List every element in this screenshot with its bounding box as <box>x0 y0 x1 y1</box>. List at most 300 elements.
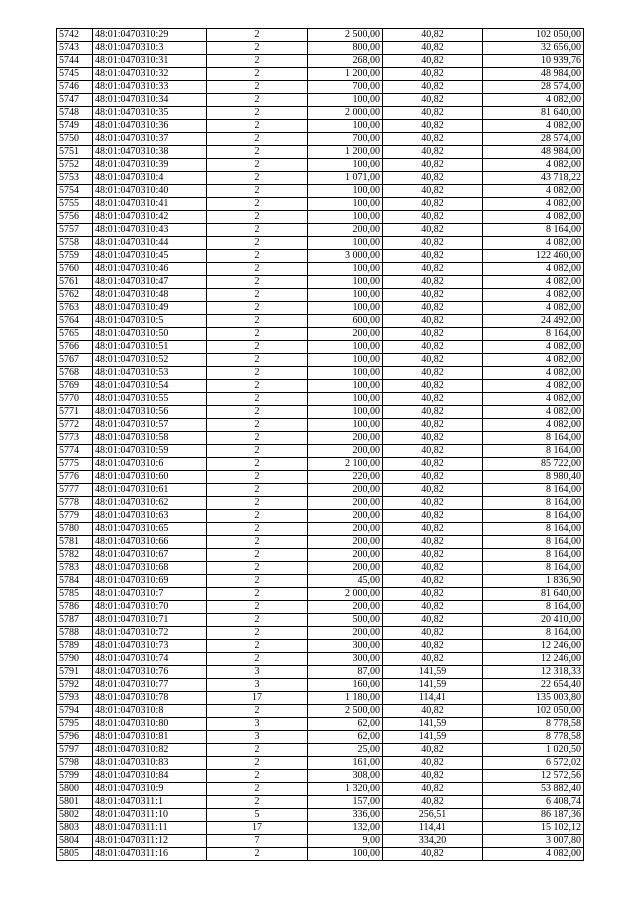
rate-cell: 40,82 <box>383 627 483 640</box>
value-cell: 85 722,00 <box>483 458 584 471</box>
area-cell: 268,00 <box>308 55 383 68</box>
rate-cell: 40,82 <box>383 432 483 445</box>
cadastral-number-cell: 48:01:0470310:67 <box>93 549 207 562</box>
row-number-cell: 5781 <box>57 536 93 549</box>
table-row <box>57 458 584 471</box>
value-cell: 135 003,80 <box>483 692 584 705</box>
value-cell: 4 082,00 <box>483 302 584 315</box>
area-cell: 3 000,00 <box>308 250 383 263</box>
cadastral-number-cell: 48:01:0470310:62 <box>93 497 207 510</box>
rate-cell: 40,82 <box>383 68 483 81</box>
category-cell: 2 <box>207 367 308 380</box>
cadastral-number-cell: 48:01:0470310:3 <box>93 42 207 55</box>
table-row <box>57 432 584 445</box>
cadastral-number-cell: 48:01:0470310:84 <box>93 770 207 783</box>
table-row <box>57 640 584 653</box>
row-number-cell: 5744 <box>57 55 93 68</box>
row-number-cell: 5787 <box>57 614 93 627</box>
cadastral-number-cell: 48:01:0470310:56 <box>93 406 207 419</box>
category-cell: 2 <box>207 302 308 315</box>
category-cell: 2 <box>207 42 308 55</box>
cadastral-number-cell: 48:01:0470310:70 <box>93 601 207 614</box>
table-row <box>57 94 584 107</box>
area-cell: 100,00 <box>308 367 383 380</box>
rate-cell: 40,82 <box>383 302 483 315</box>
table-row <box>57 29 584 42</box>
category-cell: 2 <box>207 393 308 406</box>
table-row <box>57 497 584 510</box>
value-cell: 8 164,00 <box>483 549 584 562</box>
category-cell: 2 <box>207 68 308 81</box>
category-cell: 3 <box>207 718 308 731</box>
rate-cell: 40,82 <box>383 81 483 94</box>
value-cell: 12 572,56 <box>483 770 584 783</box>
category-cell: 2 <box>207 289 308 302</box>
table-row <box>57 263 584 276</box>
category-cell: 2 <box>207 445 308 458</box>
value-cell: 4 082,00 <box>483 380 584 393</box>
table-row <box>57 133 584 146</box>
table-row <box>57 107 584 120</box>
rate-cell: 40,82 <box>383 562 483 575</box>
rate-cell: 40,82 <box>383 146 483 159</box>
value-cell: 4 082,00 <box>483 393 584 406</box>
cadastral-number-cell: 48:01:0470310:74 <box>93 653 207 666</box>
cadastral-number-cell: 48:01:0470310:36 <box>93 120 207 133</box>
area-cell: 100,00 <box>308 848 383 861</box>
rate-cell: 141,59 <box>383 731 483 744</box>
category-cell: 2 <box>207 328 308 341</box>
value-cell: 4 082,00 <box>483 367 584 380</box>
category-cell: 2 <box>207 471 308 484</box>
table-row <box>57 705 584 718</box>
row-number-cell: 5779 <box>57 510 93 523</box>
value-cell: 48 984,00 <box>483 146 584 159</box>
row-number-cell: 5804 <box>57 835 93 848</box>
cadastral-number-cell: 48:01:0470310:42 <box>93 211 207 224</box>
area-cell: 200,00 <box>308 510 383 523</box>
category-cell: 2 <box>207 81 308 94</box>
value-cell: 8 164,00 <box>483 432 584 445</box>
category-cell: 2 <box>207 341 308 354</box>
category-cell: 2 <box>207 536 308 549</box>
row-number-cell: 5805 <box>57 848 93 861</box>
value-cell: 4 082,00 <box>483 848 584 861</box>
row-number-cell: 5743 <box>57 42 93 55</box>
table-row <box>57 627 584 640</box>
row-number-cell: 5791 <box>57 666 93 679</box>
cadastral-number-cell: 48:01:0470310:55 <box>93 393 207 406</box>
row-number-cell: 5798 <box>57 757 93 770</box>
rate-cell: 40,82 <box>383 484 483 497</box>
rate-cell: 40,82 <box>383 159 483 172</box>
category-cell: 3 <box>207 731 308 744</box>
category-cell: 2 <box>207 354 308 367</box>
category-cell: 17 <box>207 822 308 835</box>
row-number-cell: 5756 <box>57 211 93 224</box>
row-number-cell: 5765 <box>57 328 93 341</box>
category-cell: 2 <box>207 250 308 263</box>
table-row <box>57 367 584 380</box>
cadastral-number-cell: 48:01:0470310:53 <box>93 367 207 380</box>
row-number-cell: 5797 <box>57 744 93 757</box>
row-number-cell: 5752 <box>57 159 93 172</box>
area-cell: 100,00 <box>308 237 383 250</box>
rate-cell: 114,41 <box>383 692 483 705</box>
table-row <box>57 666 584 679</box>
rate-cell: 40,82 <box>383 367 483 380</box>
row-number-cell: 5745 <box>57 68 93 81</box>
cadastral-number-cell: 48:01:0470310:54 <box>93 380 207 393</box>
rate-cell: 40,82 <box>383 328 483 341</box>
cadastral-number-cell: 48:01:0470310:72 <box>93 627 207 640</box>
rate-cell: 40,82 <box>383 757 483 770</box>
table-row <box>57 718 584 731</box>
row-number-cell: 5746 <box>57 81 93 94</box>
row-number-cell: 5799 <box>57 770 93 783</box>
area-cell: 9,00 <box>308 835 383 848</box>
value-cell: 1 020,50 <box>483 744 584 757</box>
area-cell: 2 500,00 <box>308 705 383 718</box>
cadastral-number-cell: 48:01:0470310:52 <box>93 354 207 367</box>
cadastral-number-cell: 48:01:0470310:80 <box>93 718 207 731</box>
row-number-cell: 5802 <box>57 809 93 822</box>
area-cell: 200,00 <box>308 224 383 237</box>
table-row <box>57 315 584 328</box>
rate-cell: 40,82 <box>383 198 483 211</box>
row-number-cell: 5794 <box>57 705 93 718</box>
rate-cell: 114,41 <box>383 822 483 835</box>
area-cell: 200,00 <box>308 484 383 497</box>
row-number-cell: 5772 <box>57 419 93 432</box>
area-cell: 100,00 <box>308 211 383 224</box>
value-cell: 10 939,76 <box>483 55 584 68</box>
table-row <box>57 276 584 289</box>
cadastral-number-cell: 48:01:0470310:51 <box>93 341 207 354</box>
table-row <box>57 783 584 796</box>
value-cell: 4 082,00 <box>483 406 584 419</box>
area-cell: 2 000,00 <box>308 107 383 120</box>
category-cell: 2 <box>207 159 308 172</box>
cadastral-number-cell: 48:01:0470310:6 <box>93 458 207 471</box>
value-cell: 102 050,00 <box>483 705 584 718</box>
table-row <box>57 211 584 224</box>
value-cell: 81 640,00 <box>483 107 584 120</box>
value-cell: 8 778,58 <box>483 718 584 731</box>
area-cell: 200,00 <box>308 497 383 510</box>
value-cell: 4 082,00 <box>483 94 584 107</box>
category-cell: 2 <box>207 705 308 718</box>
cadastral-number-cell: 48:01:0470310:82 <box>93 744 207 757</box>
area-cell: 100,00 <box>308 159 383 172</box>
category-cell: 2 <box>207 588 308 601</box>
row-number-cell: 5801 <box>57 796 93 809</box>
cadastral-number-cell: 48:01:0470310:61 <box>93 484 207 497</box>
value-cell: 15 102,12 <box>483 822 584 835</box>
cadastral-number-cell: 48:01:0470310:32 <box>93 68 207 81</box>
row-number-cell: 5789 <box>57 640 93 653</box>
row-number-cell: 5785 <box>57 588 93 601</box>
rate-cell: 40,82 <box>383 536 483 549</box>
category-cell: 2 <box>207 653 308 666</box>
area-cell: 100,00 <box>308 419 383 432</box>
category-cell: 2 <box>207 224 308 237</box>
rate-cell: 40,82 <box>383 796 483 809</box>
table-row <box>57 237 584 250</box>
value-cell: 20 410,00 <box>483 614 584 627</box>
cadastral-number-cell: 48:01:0470310:37 <box>93 133 207 146</box>
table-row <box>57 250 584 263</box>
value-cell: 8 164,00 <box>483 627 584 640</box>
rate-cell: 40,82 <box>383 783 483 796</box>
value-cell: 6 408,74 <box>483 796 584 809</box>
category-cell: 2 <box>207 770 308 783</box>
category-cell: 2 <box>207 198 308 211</box>
rate-cell: 141,59 <box>383 679 483 692</box>
value-cell: 8 164,00 <box>483 484 584 497</box>
table-row <box>57 341 584 354</box>
table-row <box>57 68 584 81</box>
cadastral-number-cell: 48:01:0470310:41 <box>93 198 207 211</box>
row-number-cell: 5778 <box>57 497 93 510</box>
area-cell: 160,00 <box>308 679 383 692</box>
table-row <box>57 653 584 666</box>
value-cell: 8 164,00 <box>483 536 584 549</box>
cadastral-number-cell: 48:01:0470310:47 <box>93 276 207 289</box>
area-cell: 157,00 <box>308 796 383 809</box>
rate-cell: 40,82 <box>383 172 483 185</box>
category-cell: 2 <box>207 614 308 627</box>
area-cell: 100,00 <box>308 94 383 107</box>
value-cell: 8 164,00 <box>483 497 584 510</box>
row-number-cell: 5803 <box>57 822 93 835</box>
value-cell: 8 164,00 <box>483 328 584 341</box>
value-cell: 4 082,00 <box>483 237 584 250</box>
cadastral-number-cell: 48:01:0470311:12 <box>93 835 207 848</box>
table-row <box>57 302 584 315</box>
category-cell: 2 <box>207 432 308 445</box>
rate-cell: 40,82 <box>383 497 483 510</box>
category-cell: 17 <box>207 692 308 705</box>
cadastral-number-cell: 48:01:0470310:33 <box>93 81 207 94</box>
value-cell: 4 082,00 <box>483 289 584 302</box>
rate-cell: 141,59 <box>383 666 483 679</box>
value-cell: 8 164,00 <box>483 562 584 575</box>
cadastral-number-cell: 48:01:0470310:29 <box>93 29 207 42</box>
area-cell: 100,00 <box>308 185 383 198</box>
table-row <box>57 770 584 783</box>
area-cell: 100,00 <box>308 393 383 406</box>
table-row <box>57 172 584 185</box>
row-number-cell: 5786 <box>57 601 93 614</box>
value-cell: 28 574,00 <box>483 81 584 94</box>
cadastral-number-cell: 48:01:0470310:77 <box>93 679 207 692</box>
rate-cell: 334,20 <box>383 835 483 848</box>
row-number-cell: 5800 <box>57 783 93 796</box>
area-cell: 200,00 <box>308 549 383 562</box>
cadastral-number-cell: 48:01:0470310:5 <box>93 315 207 328</box>
row-number-cell: 5767 <box>57 354 93 367</box>
value-cell: 1 836,90 <box>483 575 584 588</box>
rate-cell: 40,82 <box>383 510 483 523</box>
area-cell: 200,00 <box>308 562 383 575</box>
category-cell: 2 <box>207 146 308 159</box>
table-row <box>57 575 584 588</box>
area-cell: 100,00 <box>308 406 383 419</box>
rate-cell: 40,82 <box>383 55 483 68</box>
area-cell: 200,00 <box>308 432 383 445</box>
value-cell: 6 572,02 <box>483 757 584 770</box>
rate-cell: 40,82 <box>383 458 483 471</box>
rate-cell: 40,82 <box>383 588 483 601</box>
table-row <box>57 354 584 367</box>
category-cell: 2 <box>207 120 308 133</box>
value-cell: 12 318,33 <box>483 666 584 679</box>
area-cell: 200,00 <box>308 536 383 549</box>
rate-cell: 40,82 <box>383 380 483 393</box>
table-row <box>57 757 584 770</box>
area-cell: 600,00 <box>308 315 383 328</box>
area-cell: 100,00 <box>308 302 383 315</box>
table-row <box>57 328 584 341</box>
row-number-cell: 5769 <box>57 380 93 393</box>
rate-cell: 40,82 <box>383 848 483 861</box>
table-row <box>57 445 584 458</box>
row-number-cell: 5759 <box>57 250 93 263</box>
rate-cell: 40,82 <box>383 185 483 198</box>
rate-cell: 40,82 <box>383 29 483 42</box>
table-row <box>57 289 584 302</box>
rate-cell: 40,82 <box>383 211 483 224</box>
value-cell: 4 082,00 <box>483 263 584 276</box>
cadastral-number-cell: 48:01:0470310:69 <box>93 575 207 588</box>
value-cell: 4 082,00 <box>483 276 584 289</box>
cadastral-number-cell: 48:01:0470310:57 <box>93 419 207 432</box>
table-row <box>57 536 584 549</box>
rate-cell: 40,82 <box>383 523 483 536</box>
row-number-cell: 5750 <box>57 133 93 146</box>
cadastral-number-cell: 48:01:0470310:34 <box>93 94 207 107</box>
area-cell: 2 000,00 <box>308 588 383 601</box>
category-cell: 2 <box>207 94 308 107</box>
cadastral-number-cell: 48:01:0470311:10 <box>93 809 207 822</box>
value-cell: 4 082,00 <box>483 159 584 172</box>
cadastral-number-cell: 48:01:0470310:45 <box>93 250 207 263</box>
category-cell: 2 <box>207 29 308 42</box>
cadastral-number-cell: 48:01:0470310:38 <box>93 146 207 159</box>
rate-cell: 40,82 <box>383 549 483 562</box>
rate-cell: 256,51 <box>383 809 483 822</box>
rate-cell: 40,82 <box>383 614 483 627</box>
table-row <box>57 744 584 757</box>
cadastral-number-cell: 48:01:0470311:11 <box>93 822 207 835</box>
table-row <box>57 809 584 822</box>
cadastral-number-cell: 48:01:0470310:39 <box>93 159 207 172</box>
value-cell: 8 164,00 <box>483 523 584 536</box>
area-cell: 700,00 <box>308 81 383 94</box>
cadastral-number-cell: 48:01:0470310:60 <box>93 471 207 484</box>
cadastral-number-cell: 48:01:0470310:59 <box>93 445 207 458</box>
category-cell: 2 <box>207 185 308 198</box>
value-cell: 4 082,00 <box>483 354 584 367</box>
table-row <box>57 523 584 536</box>
row-number-cell: 5780 <box>57 523 93 536</box>
rate-cell: 40,82 <box>383 575 483 588</box>
row-number-cell: 5775 <box>57 458 93 471</box>
row-number-cell: 5770 <box>57 393 93 406</box>
table-row <box>57 185 584 198</box>
category-cell: 2 <box>207 133 308 146</box>
area-cell: 100,00 <box>308 198 383 211</box>
table-row <box>57 42 584 55</box>
cadastral-number-cell: 48:01:0470310:48 <box>93 289 207 302</box>
row-number-cell: 5751 <box>57 146 93 159</box>
cadastral-number-cell: 48:01:0470310:68 <box>93 562 207 575</box>
area-cell: 200,00 <box>308 328 383 341</box>
category-cell: 2 <box>207 315 308 328</box>
table-row <box>57 822 584 835</box>
rate-cell: 40,82 <box>383 601 483 614</box>
table-row <box>57 198 584 211</box>
cadastral-number-cell: 48:01:0470310:9 <box>93 783 207 796</box>
area-cell: 800,00 <box>308 42 383 55</box>
table-row <box>57 419 584 432</box>
row-number-cell: 5783 <box>57 562 93 575</box>
table-row <box>57 159 584 172</box>
rate-cell: 40,82 <box>383 250 483 263</box>
value-cell: 12 246,00 <box>483 653 584 666</box>
row-number-cell: 5761 <box>57 276 93 289</box>
value-cell: 4 082,00 <box>483 185 584 198</box>
rate-cell: 40,82 <box>383 263 483 276</box>
category-cell: 2 <box>207 263 308 276</box>
table-row <box>57 796 584 809</box>
value-cell: 12 246,00 <box>483 640 584 653</box>
value-cell: 102 050,00 <box>483 29 584 42</box>
value-cell: 8 164,00 <box>483 445 584 458</box>
category-cell: 2 <box>207 276 308 289</box>
category-cell: 2 <box>207 575 308 588</box>
row-number-cell: 5755 <box>57 198 93 211</box>
area-cell: 2 100,00 <box>308 458 383 471</box>
cadastral-number-cell: 48:01:0470310:43 <box>93 224 207 237</box>
area-cell: 100,00 <box>308 276 383 289</box>
category-cell: 2 <box>207 419 308 432</box>
row-number-cell: 5748 <box>57 107 93 120</box>
category-cell: 2 <box>207 107 308 120</box>
category-cell: 2 <box>207 211 308 224</box>
area-cell: 62,00 <box>308 731 383 744</box>
area-cell: 2 500,00 <box>308 29 383 42</box>
value-cell: 4 082,00 <box>483 211 584 224</box>
value-cell: 24 492,00 <box>483 315 584 328</box>
category-cell: 2 <box>207 497 308 510</box>
area-cell: 100,00 <box>308 120 383 133</box>
table-row <box>57 471 584 484</box>
data-table <box>56 28 584 861</box>
area-cell: 1 320,00 <box>308 783 383 796</box>
area-cell: 161,00 <box>308 757 383 770</box>
area-cell: 100,00 <box>308 263 383 276</box>
area-cell: 200,00 <box>308 601 383 614</box>
cadastral-number-cell: 48:01:0470310:40 <box>93 185 207 198</box>
value-cell: 4 082,00 <box>483 419 584 432</box>
row-number-cell: 5777 <box>57 484 93 497</box>
table-row <box>57 835 584 848</box>
row-number-cell: 5771 <box>57 406 93 419</box>
row-number-cell: 5742 <box>57 29 93 42</box>
table-row <box>57 731 584 744</box>
